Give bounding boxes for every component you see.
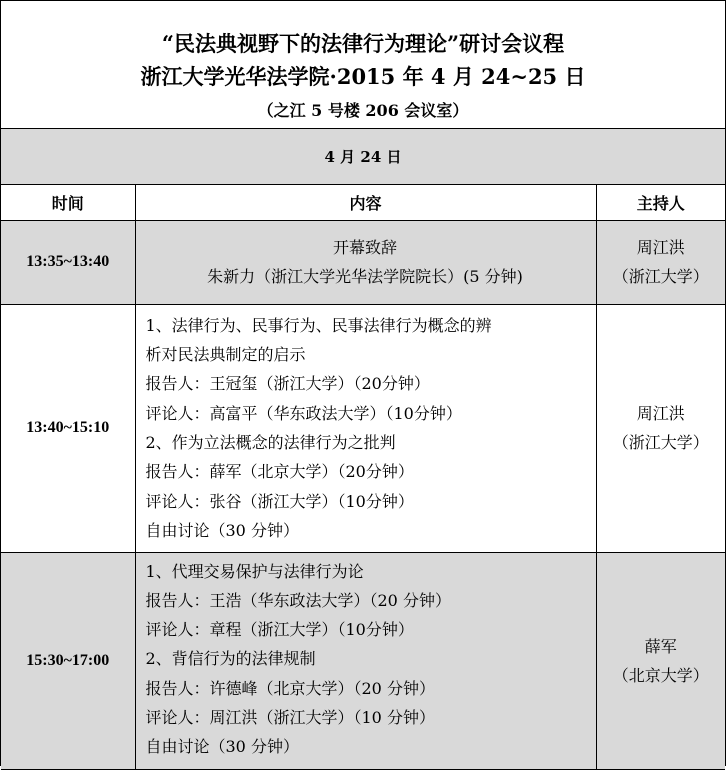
agenda-table	[1, 129, 725, 770]
content-line: 报告人：王冠玺（浙江大学）（20分钟）	[145, 374, 430, 394]
session-host	[596, 220, 725, 304]
date-label: 4 月 24 日	[1, 129, 725, 184]
content-line: 1、代理交易保护与法律行为论	[145, 561, 364, 581]
table-header-row	[1, 184, 725, 220]
column-header-time: 时间	[1, 184, 135, 220]
column-header-host: 主持人	[596, 184, 725, 220]
content-line: 自由讨论（30 分钟）	[145, 520, 299, 540]
content-line: 评论人：张谷（浙江大学）（10分钟）	[145, 491, 414, 511]
content-line: 报告人：许德峰（北京大学）（20 分钟）	[145, 678, 435, 698]
host-name: 周江洪	[636, 238, 685, 257]
document-header	[1, 1, 725, 129]
table-row	[1, 304, 725, 552]
content-line: 评论人：章程（浙江大学）（10分钟）	[145, 620, 414, 640]
session-time: 13:40~15:10	[1, 304, 135, 552]
session-host	[596, 552, 725, 769]
session-time: 15:30~17:00	[1, 552, 135, 769]
content-line: 报告人：王浩（华东政法大学）（20 分钟）	[145, 590, 451, 610]
table-row	[1, 220, 725, 304]
session-time: 13:35~13:40	[1, 220, 135, 304]
content-line: 2、作为立法概念的法律行为之批判	[145, 433, 396, 452]
content-line: 自由讨论（30 分钟）	[145, 737, 299, 757]
table-row	[1, 552, 725, 769]
content-line: 评论人：高富平（华东政法大学）（10分钟）	[145, 403, 462, 423]
content-line: 报告人：薛军（北京大学）（20分钟）	[145, 462, 414, 482]
venue: （之江 5 号楼 206 会议室）	[257, 101, 469, 120]
content-line: 2、背信行为的法律规制	[145, 649, 316, 669]
host-name: 周江洪	[636, 404, 685, 423]
session-content	[135, 304, 596, 552]
content-line: 评论人：周江洪（浙江大学）（10 分钟）	[145, 707, 435, 727]
content-line: 析对民法典制定的启示	[145, 345, 306, 365]
content-line: 朱新力（浙江大学光华法学院院长）(5 分钟)	[207, 267, 523, 286]
content-line: 1、法律行为、民事行为、民事法律行为概念的辨	[145, 315, 492, 335]
host-affiliation: （浙江大学）	[612, 433, 709, 452]
host-name: 薛军	[644, 636, 677, 656]
host-affiliation: （浙江大学）	[612, 267, 709, 286]
session-content	[135, 220, 596, 304]
session-content	[135, 552, 596, 769]
content-line: 开幕致辞	[332, 237, 397, 257]
title-line-2: 浙江大学光华法学院·2015 年 4 月 24~25 日	[140, 64, 586, 89]
session-host	[596, 304, 725, 552]
host-affiliation: （北京大学）	[612, 665, 709, 685]
title-line-1: “民法典视野下的法律行为理论”研讨会议程	[161, 31, 565, 56]
column-header-content: 内容	[135, 184, 596, 220]
